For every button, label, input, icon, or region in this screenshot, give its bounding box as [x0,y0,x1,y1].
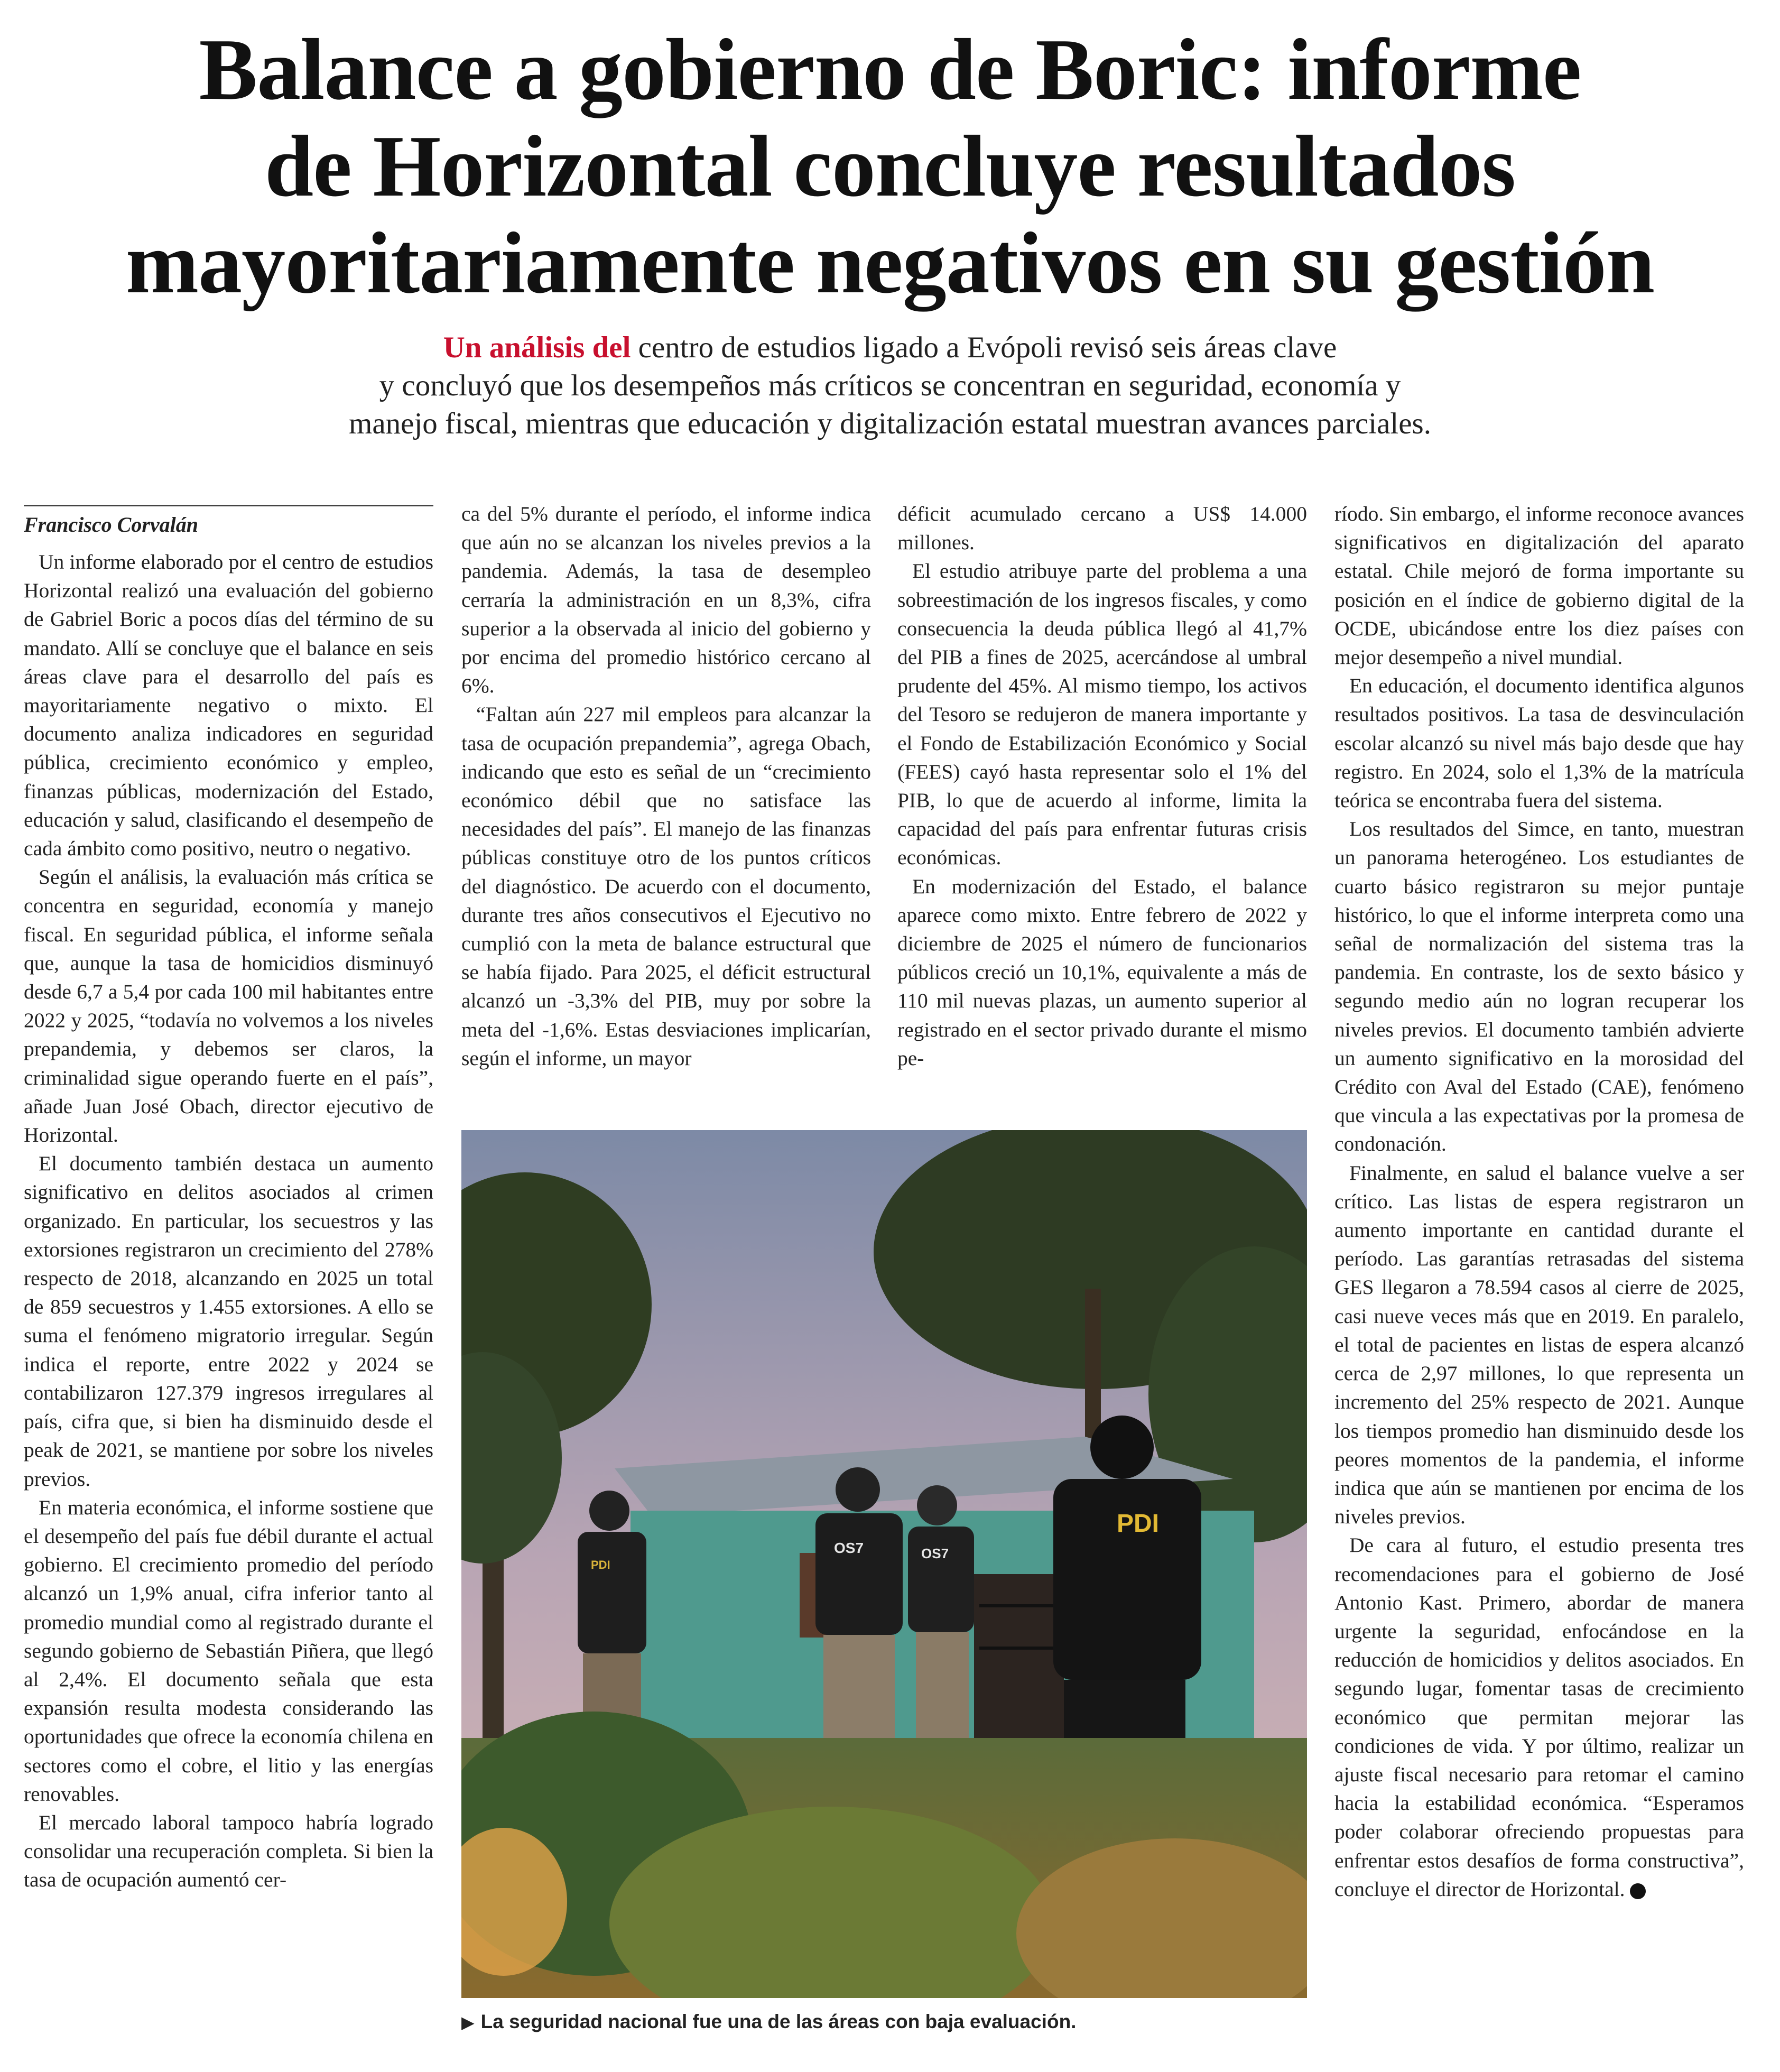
final-paragraph-text: De cara al futuro, el estudio presenta tres recomendaciones para el gobierno de José Antonio Kast. Primero, abordar de manera urgente la seguridad, enfocándose en la reducción de homicidios y delitos asociados. En segundo lugar, fomentar tasas de crecimiento económico que permitan mejorar las condiciones de vida. Y por último, realizar un ajuste fiscal necesario para retomar el camino hacia la estabilidad económica. “Esperamos poder colaborar ofreciendo propuestas para enfrentar estos desafíos de forma constructiva”, concluye el director de Horizontal. [1334,1533,1744,1901]
deck-line-2: y concluyó que los desempeños más críticos se concentran en seguridad, economía y [379,369,1401,402]
paragraph: En modernización del Estado, el balance aparece como mixto. Entre febrero de 2022 y diciembre de 2025 el número de funcionarios públicos creció un 10,1%, equivalente a más de 110 mil nuevas plazas, un aumento superior al registrado en el sector privado durante el mismo pe- [897,874,1307,1070]
deck-line-1 [106,329,1674,367]
caption-arrow-icon: ▶ [461,2013,475,2032]
photo-caption [461,2009,1307,2036]
paragraph: ríodo. Sin embargo, el informe reconoce avances significativos en digitalización del aparato estatal. Chile mejoró de forma importante su posición en el índice de gobierno digital de la OCDE, ubicándose entre los diez países con mejor desempeño a nivel mundial. [1334,502,1744,669]
paragraph: Los resultados del Simce, en tanto, muestran un panorama heterogéneo. Los estudiantes de cuarto básico registraron su mejor puntaje histórico, lo que el informe interpreta como una señal de normalización del sistema tras la pandemia. En contraste, los de sexto básico y segundo medio aún no logran recuperar los niveles previos. El documento también advierte un aumento significativo en la morosidad del Crédito con Aval del Estado (CAE), fenómeno que vincula a las expectativas por la promesa de condonación. [1334,817,1744,1156]
deck-line-3: manejo fiscal, mientras que educación y digitalización estatal muestran avances parciales. [349,407,1431,440]
headline-line-1: Balance a gobierno de Boric: informe [199,21,1581,118]
paragraph: déficit acumulado cercano a US$ 14.000 millones. [897,502,1307,554]
police-raid-photo [461,1130,1307,1998]
paragraph: En materia económica, el informe sostiene que el desempeño del país fue débil durante el actual gobierno. El crecimiento promedio del período alcanzó un 1,9% anual, cifra inferior tanto al promedio mundial como al registrado durante el segundo gobierno de Sebastián Piñera, que llegó al 2,4%. El documento señala que esta expansión resulta modesta considerando las oportunidades que ofrece la economía chilena en sectores como el cobre, el litio y las energías renovables. [24,1495,433,1806]
vest-label-4: PDI [1117,1510,1160,1538]
end-mark-icon [1630,1883,1646,1899]
paragraph: ca del 5% durante el período, el informe indica que aún no se alcanzan los niveles previos a la pandemia. Además, la tasa de desempleo cerraría la administración en un 8,3%, cifra superior a la observada al inicio del gobierno y por encima del promedio histórico cercano al 6%. [461,502,871,698]
foreground-vegetation [461,1712,1307,1998]
headline [21,21,1759,311]
paragraph [1334,1531,1744,1903]
paragraph: El documento también destaca un aumento significativo en delitos asociados al crimen organizado. En particular, los secuestros y las extorsiones registraron un crecimiento del 278% respecto de 2018, alcanzando en 2025 un total de 859 secuestros y 1.455 extorsiones. A ello se suma el fenómeno migratorio irregular. Según indica el reporte, entre 2022 y 2024 se contabilizaron 127.379 ingresos irregulares al país, cifra que, si bien ha disminuido desde el peak de 2021, se mantiene por sobre los niveles previos. [24,1152,433,1491]
paragraph: El estudio atribuye parte del problema a una sobreestimación de los ingresos fiscales, y como consecuencia la deuda pública llegó al 41,7% del PIB a fines de 2025, acercándose al umbral prudente del 45%. Al mismo tiempo, los activos del Tesoro se redujeron de manera importante y el Fondo de Estabilización Económico y Social (FEES) cayó hasta representar solo el 1% del PIB, lo que de acuerdo al informe, limita la capacidad del país para enfrentar futuras crisis económicas. [897,559,1307,870]
paragraph: Según el análisis, la evaluación más crítica se concentra en seguridad, economía y manejo fiscal. En seguridad pública, el informe señala que, aunque la tasa de homicidios disminuyó desde 6,7 a 5,4 por cada 100 mil habitantes entre 2022 y 2025, “todavía no volvemos a los niveles prepandemia, y debemos ser claros, la criminalidad sigue operando fuerte en el país”, añade Juan José Obach, director ejecutivo de Horizontal. [24,865,433,1147]
article-photo [461,1130,1307,1998]
article-column-3 [897,500,1307,1072]
deck-line-1-rest: centro de estudios ligado a Evópoli revisó seis áreas clave [631,331,1337,364]
paragraph: Un informe elaborado por el centro de estudios Horizontal realizó una evaluación del gobierno de Gabriel Boric a pocos días del término de su mandato. Allí se concluye que el balance en seis áreas clave para el desarrollo del país es mayoritariamente negativo o mixto. El documento analiza indicadores en seguridad pública, crecimiento económico y empleo, finanzas públicas, modernización del Estado, educación y salud, clasificando el desempeño de cada ámbito como positivo, neutro o negativo. [24,550,433,861]
vest-label-3: OS7 [921,1546,949,1561]
paragraph: Finalmente, en salud el balance vuelve a ser crítico. Las listas de espera registraron un aumento importante en cantidad durante el período. Las garantías retrasadas del sistema GES llegaron a 78.594 casos al cierre de 2025, casi nueve veces más que en 2019. En paralelo, el total de pacientes en listas de espera alcanzó cerca de 2,97 millones, lo que representa un incremento del 25% respecto de 2021. Aunque los tiempos promedio han disminuido desde los peores momentos de la pandemia, el informe indica que aún se mantienen por encima de los niveles previos. [1334,1161,1744,1529]
deck-lead: Un análisis del [443,331,631,364]
headline-line-3: mayoritariamente negativos en su gestión [125,214,1655,311]
article-column-1 [24,505,433,1894]
paragraph: “Faltan aún 227 mil empleos para alcanzar la tasa de ocupación prepandemia”, agrega Obach, indicando que esto es señal de un “crecimiento económico débil que no satisface las necesidades del país”. El manejo de las finanzas públicas constituye otro de los puntos críticos del diagnóstico. De acuerdo con el documento, durante tres años consecutivos el Ejecutivo no cumplió con la meta de balance estructural que se había fijado. Para 2025, el déficit estructural alcanzó un -3,3% del PIB, muy por sobre la meta del -1,6%. Estas desviaciones implicarían, según el informe, un mayor [461,702,871,1070]
paragraph: El mercado laboral tampoco habría logrado consolidar una recuperación completa. Si bien la tasa de ocupación aumentó cer- [24,1810,433,1892]
caption-text: La seguridad nacional fue una de las áreas con baja evaluación. [480,2011,1077,2032]
article-column-2 [461,500,871,1072]
vest-label-1: PDI [591,1558,610,1571]
byline: Francisco Corvalán [24,505,433,539]
paragraph: En educación, el documento identifica algunos resultados positivos. La tasa de desvinculación escolar alcanzó su nivel más bajo desde que hay registro. En 2024, solo el 1,3% de la matrícula teórica se encontraba fuera del sistema. [1334,674,1744,812]
article-column-4 [1334,500,1744,1903]
headline-line-2: de Horizontal concluye resultados [264,117,1516,215]
vest-label-2: OS7 [834,1540,864,1556]
deck-subtitle [106,329,1674,443]
